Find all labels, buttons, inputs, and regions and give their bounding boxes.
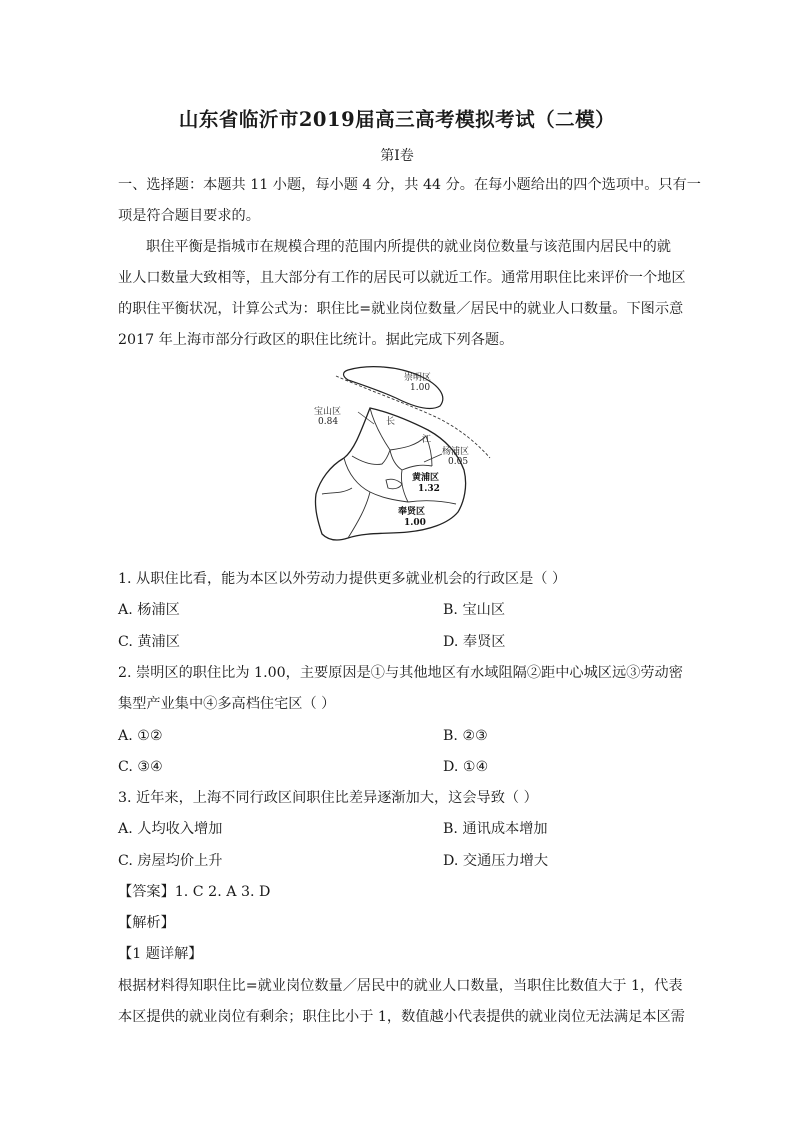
question-1-option-d: D. 奉贤区 [443,634,506,650]
passage-line-4: 2017 年上海市部分行政区的职住比统计。据此完成下列各题。 [118,332,514,348]
value-huangpu: 1.32 [418,484,440,494]
question-3-option-d: D. 交通压力增大 [443,853,549,869]
section-label: 第Ⅰ卷 [380,148,414,164]
district-border-4 [402,465,432,470]
question-1-option-b: B. 宝山区 [443,602,506,618]
analysis-heading: 【解析】 [118,915,175,931]
district-border-10 [322,488,352,494]
question-2-option-b: B. ②③ [443,728,488,744]
label-river-char-2: 江 [422,435,432,445]
pointer-yangpu [424,454,442,462]
question-3-option-a: A. 人均收入增加 [118,821,223,837]
value-fengxian: 1.00 [404,518,426,528]
instructions-line-1: 一、选择题：本题共 11 小题，每小题 4 分，共 44 分。在每小题给出的四个选项中。只有一 [118,177,701,193]
label-baoshan: 宝山区 [314,407,342,417]
district-border-1 [370,408,390,450]
detail-line-2: 本区提供的就业岗位有剩余；职住比小于 1，数值越小代表提供的就业岗位无法满足本区需 [118,1009,685,1025]
district-border-6 [408,501,456,504]
question-3-stem: 3. 近年来，上海不同行政区间职住比差异逐渐加大，这会导致（ ） [118,790,538,806]
district-border-7 [352,450,390,465]
district-border-9 [348,492,370,538]
district-border-12 [386,479,402,489]
question-3-option-c: C. 房屋均价上升 [118,853,223,869]
passage-line-3: 的职住平衡状况，计算公式为：职住比=就业岗位数量／居民中的就业人口数量。下图示意 [118,301,684,317]
passage-line-1: 职住平衡是指城市在规模合理的范围内所提供的就业岗位数量与该范围内居民中的就 [146,239,671,255]
question-1-option-a: A. 杨浦区 [118,602,180,618]
value-yangpu: 0.05 [448,457,469,467]
question-2-option-c: C. ③④ [118,759,163,775]
value-chongming: 1.00 [410,383,431,393]
map-figure [308,362,494,554]
detail-line-1: 根据材料得知职住比=就业岗位数量／居民中的就业人口数量，当职住比数值大于 1，代表 [118,978,683,994]
district-border-5 [401,470,408,502]
label-huangpu: 黄浦区 [412,473,440,483]
question-2-option-d: D. ①④ [443,759,489,775]
instructions-line-2: 项是符合题目要求的。 [118,208,260,224]
shanghai-district-map [308,362,494,554]
district-border-2 [390,436,426,450]
question-1-option-c: C. 黄浦区 [118,634,180,650]
district-border-3 [390,450,402,470]
passage-line-2: 业人口数量大致相等，且大部分有工作的居民可以就近工作。通常用职住比来评价一个地区 [118,270,686,286]
label-fengxian: 奉贤区 [398,507,426,517]
question-2-stem-line-1: 2. 崇明区的职住比为 1.00，主要原因是①与其他地区有水域阻隔②距中心城区远③劳动密 [118,665,683,681]
question-1-stem: 1. 从职住比看，能为本区以外劳动力提供更多就业机会的行政区是（ ） [118,571,567,587]
question-3-option-b: B. 通讯成本增加 [443,821,548,837]
detail-heading: 【1 题详解】 [118,946,203,962]
label-yangpu: 杨浦区 [442,447,470,457]
answer-line: 【答案】1. C 2. A 3. D [118,884,271,900]
page-title: 山东省临沂市2019届高三高考模拟考试（二模） [178,108,616,131]
question-2-option-a: A. ①② [118,728,163,744]
mainland-outline [315,408,465,540]
label-chongming: 崇明区 [404,373,432,383]
question-2-stem-line-2: 集型产业集中④多高档住宅区（ ） [118,696,336,712]
value-baoshan: 0.84 [318,417,339,427]
label-river-char-1: 长 [386,417,396,427]
